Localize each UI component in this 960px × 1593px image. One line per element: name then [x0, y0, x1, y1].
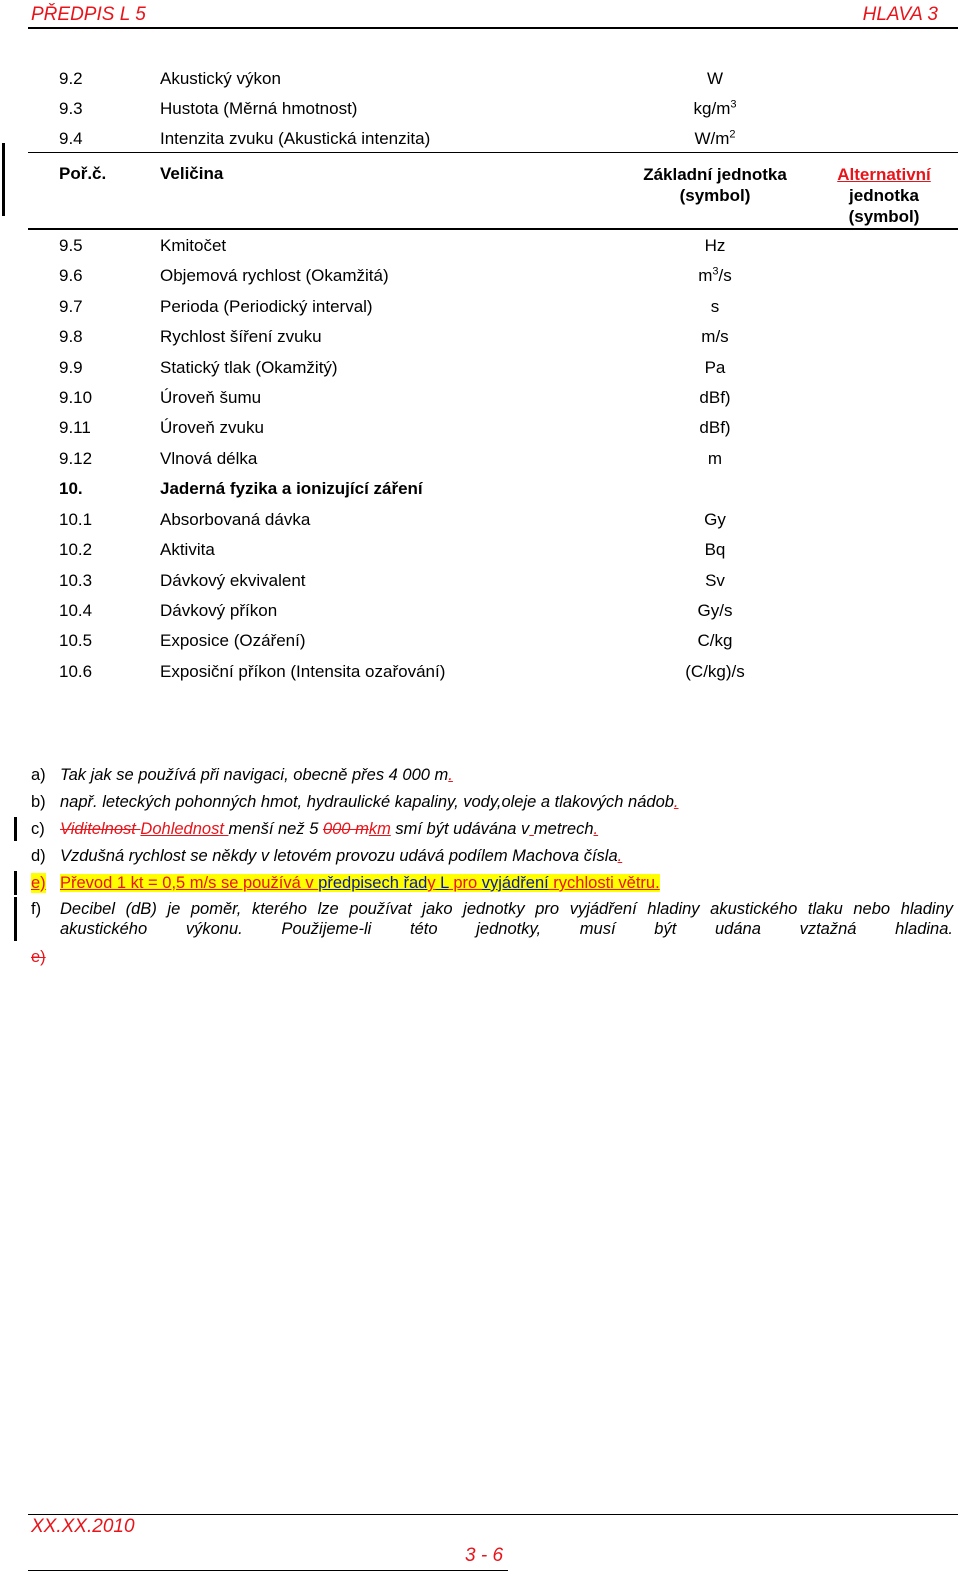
change-bar — [14, 817, 17, 841]
table-row: 9.12 Vlnová délka m — [59, 449, 723, 468]
note-f: f) Decibel (dB) je poměr, kterého lze používat jako jednotky pro vyjádření hladiny akustického tlaku nebo hladiny akustického výkonu. Použijeme-li této jednotky, musí být udána vztažná hladina. — [31, 900, 953, 938]
table-row: 9.8 Rychlost šíření zvuku m/s — [59, 327, 729, 346]
page-number: 3 - 6 — [465, 1545, 504, 1566]
footer-underline — [28, 1570, 508, 1571]
table-row: 9.4 Intenzita zvuku (Akustická intenzita) $W/m^2$ — [59, 128, 736, 148]
table-row: 10.5 Exposice (Ozáření) C/kg — [59, 631, 733, 650]
table-row: 10.6 Exposiční příkon (Intensita ozařování) (C/kg)/s — [59, 662, 745, 681]
header-order-number: Poř.č. — [59, 164, 107, 183]
table-header-bottom-border — [28, 228, 958, 230]
table-row: 9.7 Perioda (Periodický interval) s — [59, 297, 720, 316]
header-alternative-unit: Alternativní jednotka (symbol) — [837, 165, 931, 226]
table-row: 9.9 Statický tlak (Okamžitý) Pa — [59, 358, 726, 377]
table-row: 9.2 Akustický výkon W — [59, 69, 724, 88]
table-row: 10.2 Aktivita Bq — [59, 540, 726, 559]
footer-date: XX.XX.2010 — [31, 1516, 135, 1537]
table-row: 9.10 Úroveň šumu dBf) — [59, 388, 731, 407]
header-quantity: Veličina — [160, 164, 224, 183]
table-row: 10.4 Dávkový příkon Gy/s — [59, 601, 733, 620]
table-header — [0, 152, 960, 229]
section-row: 10. Jaderná fyzika a ionizující záření — [59, 479, 423, 498]
table-row: 9.3 Hustota (Měrná hmotnost) $kg/m^3$ — [59, 98, 737, 118]
footer-divider — [28, 1514, 958, 1515]
table-row: 10.1 Absorbovaná dávka Gy — [59, 510, 726, 529]
header-base-unit: Základní jednotka (symbol) — [643, 165, 787, 205]
change-bar — [14, 871, 17, 895]
table-row: 9.5 Kmitočet Hz — [59, 236, 726, 255]
header-divider — [28, 27, 958, 29]
table-row: 9.6 Objemová rychlost (Okamžitá) $m^3/s$ — [59, 265, 732, 285]
chapter-title: HLAVA 3 — [862, 4, 938, 25]
table-row: 10.3 Dávkový ekvivalent Sv — [59, 571, 725, 590]
document-code: PŘEDPIS L 5 — [31, 4, 146, 25]
table-row: 9.11 Úroveň zvuku dBf) — [59, 418, 731, 437]
